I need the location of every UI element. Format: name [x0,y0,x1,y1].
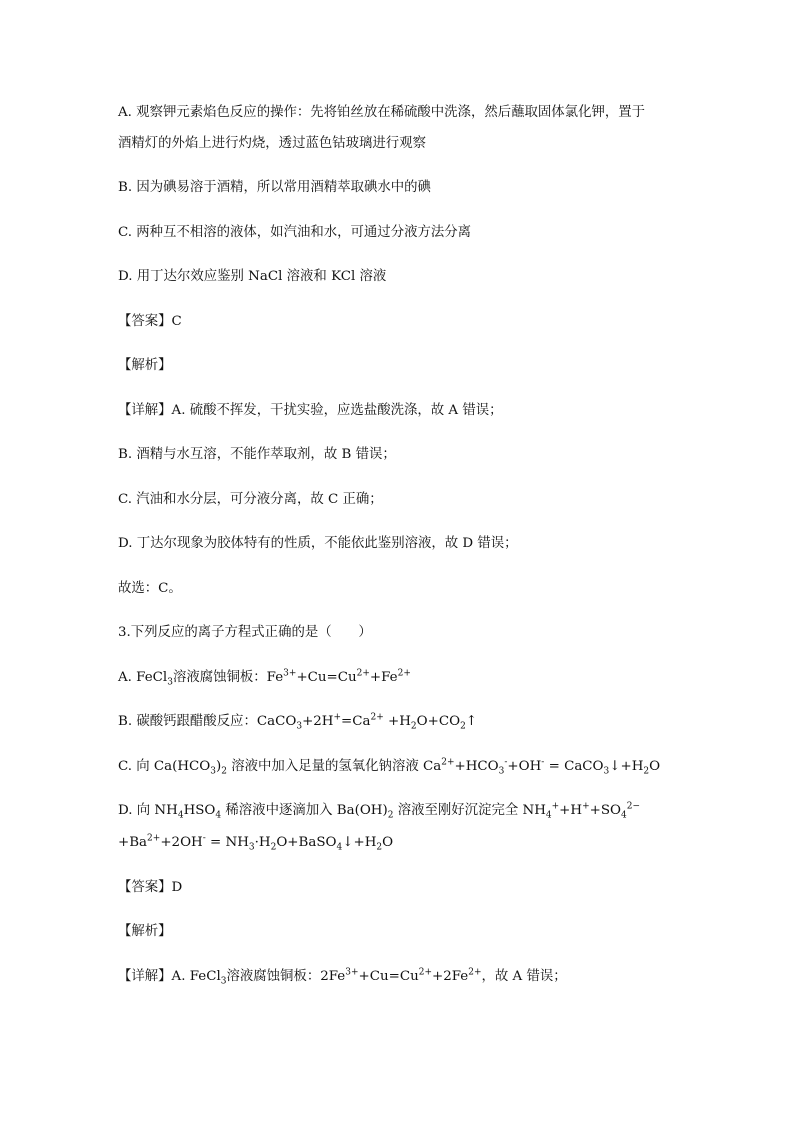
q3-option-d-line2: $+Ba^{2+}+2OH^-$ = $NH_3\cdot H_2O+BaSO_4↓+H_2O$ [118,833,394,853]
q3-answer: 【答案】D [118,880,183,895]
q2-option-b: B. 因为碘易溶于酒精，所以常用酒精萃取碘水中的碘 [118,180,431,195]
q2-detail-d: D. 丁达尔现象为胶体特有的性质，不能依此鉴别溶液，故 D 错误； [118,536,518,551]
q2-conclusion: 故选：C。 [118,581,182,596]
q2-detail-c: C. 汽油和水分层，可分液分离，故 C 正确； [118,492,383,507]
q2-option-a-line1: A. 观察钾元素焰色反应的操作：先将铂丝放在稀硫酸中洗涤，然后蘸取固体氯化钾，置于 [118,105,646,120]
q3-option-d-line1: D. 向 $NH_4HSO_4$ 稀溶液中逐滴加入 $Ba(OH)_2$ 溶液至刚好沉淀完全 $NH_4^++H^++SO_4^{2-}$ [118,801,641,821]
q2-option-a-line2: 酒精灯的外焰上进行灼烧，透过蓝色钴玻璃进行观察 [118,136,426,151]
q3-option-a: A. FeCl$_3$溶液腐蚀铜板：$Fe^{3+}+Cu=Cu^{2+}+Fe^{2+}$ [118,668,411,688]
q3-stem: 3.下列反应的离子方程式正确的是（ ） [118,625,372,640]
q3-option-b: B. 碳酸钙跟醋酸反应：$CaCO_3+2H^+=Ca^{2+}$ $+H_2O+CO_2↑$ [118,712,478,732]
q3-detail-a: 【详解】A. FeCl$_3$溶液腐蚀铜板：$2Fe^{3+}+Cu=Cu^{2+}+2Fe^{2+}$，故 A 错误； [118,967,567,987]
q2-detail-a: 【详解】A. 硫酸不挥发，干扰实验，应选盐酸洗涤，故 A 错误； [118,403,503,418]
q2-detail-b: B. 酒精与水互溶，不能作萃取剂，故 B 错误； [118,447,396,462]
q2-option-d: D. 用丁达尔效应鉴别 NaCl 溶液和 KCl 溶液 [118,269,387,284]
q3-analysis-heading: 【解析】 [118,924,172,939]
q2-analysis-heading: 【解析】 [118,358,172,373]
q2-option-c: C. 两种互不相溶的液体，如汽油和水，可通过分液方法分离 [118,225,472,240]
q2-answer: 【答案】C [118,314,182,329]
q3-option-c: C. 向 $Ca(HCO_3)_2$ 溶液中加入足量的氢氧化钠溶液 $Ca^{2+}+HCO_3^-+OH^-$ = $CaCO_3↓+H_2O$ [118,757,661,777]
